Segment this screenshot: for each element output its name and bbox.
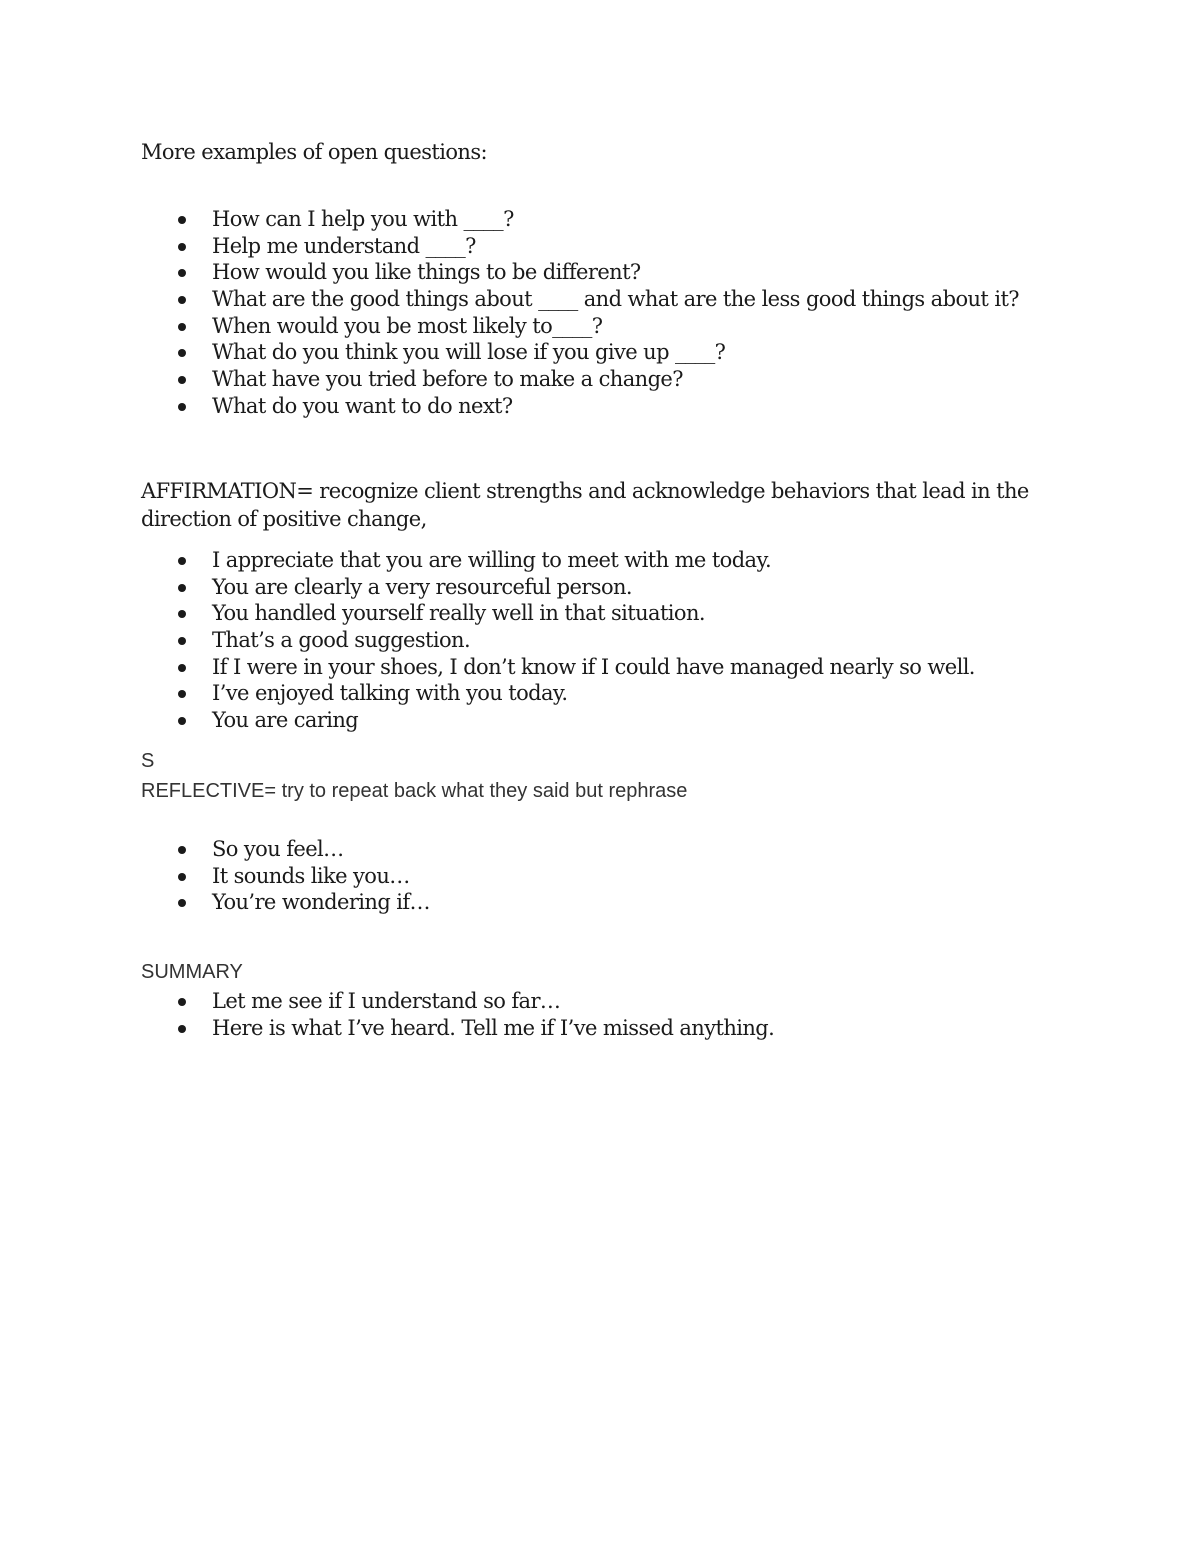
bullet-icon (178, 717, 186, 725)
summary-list (0, 988, 774, 1041)
bullet-icon (178, 323, 186, 331)
list-item: What have you tried before to make a change? (0, 366, 1019, 393)
list-item: It sounds like you… (0, 863, 430, 890)
list-item: You are clearly a very resourceful person. (0, 574, 975, 601)
bullet-icon (178, 873, 186, 881)
open-questions-heading: More examples of open questions: (141, 140, 487, 164)
bullet-icon (178, 1025, 186, 1033)
bullet-icon (178, 376, 186, 384)
bullet-icon (178, 846, 186, 854)
bullet-icon (178, 998, 186, 1006)
bullet-icon (178, 349, 186, 357)
list-item: I appreciate that you are willing to meet with me today. (0, 547, 975, 574)
bullet-icon (178, 637, 186, 645)
list-item: What do you want to do next? (0, 393, 1019, 420)
bullet-icon (178, 216, 186, 224)
list-item: That’s a good suggestion. (0, 627, 975, 654)
affirmation-list (0, 547, 975, 734)
bullet-icon (178, 899, 186, 907)
bullet-icon (178, 243, 186, 251)
list-item: What are the good things about ____ and what are the less good things about it? (0, 286, 1019, 313)
bullet-icon (178, 584, 186, 592)
list-item: So you feel… (0, 836, 430, 863)
bullet-icon (178, 403, 186, 411)
list-item: You are caring (0, 707, 975, 734)
open-questions-list (0, 206, 1019, 420)
list-item: When would you be most likely to____? (0, 313, 1019, 340)
reflective-heading: REFLECTIVE= try to repeat back what they said but rephrase (141, 780, 688, 802)
bullet-icon (178, 557, 186, 565)
list-item: You’re wondering if… (0, 889, 430, 916)
list-item: If I were in your shoes, I don’t know if I could have managed nearly so well. (0, 654, 975, 681)
bullet-icon (178, 269, 186, 277)
list-item: Here is what I’ve heard. Tell me if I’ve missed anything. (0, 1015, 774, 1042)
list-item: How would you like things to be different? (0, 259, 1019, 286)
bullet-icon (178, 664, 186, 672)
list-item: What do you think you will lose if you give up ____? (0, 339, 1019, 366)
list-item: I’ve enjoyed talking with you today. (0, 680, 975, 707)
bullet-icon (178, 296, 186, 304)
affirmation-heading: AFFIRMATION= recognize client strengths and acknowledge behaviors that lead in the direction of positive change, (141, 479, 1029, 531)
bullet-icon (178, 610, 186, 618)
list-item: How can I help you with ____? (0, 206, 1019, 233)
stray-letter: S (141, 750, 155, 772)
reflective-list (0, 836, 430, 916)
list-item: Help me understand ____? (0, 233, 1019, 260)
list-item: Let me see if I understand so far… (0, 988, 774, 1015)
summary-heading: SUMMARY (141, 961, 243, 983)
list-item: You handled yourself really well in that situation. (0, 600, 975, 627)
bullet-icon (178, 690, 186, 698)
